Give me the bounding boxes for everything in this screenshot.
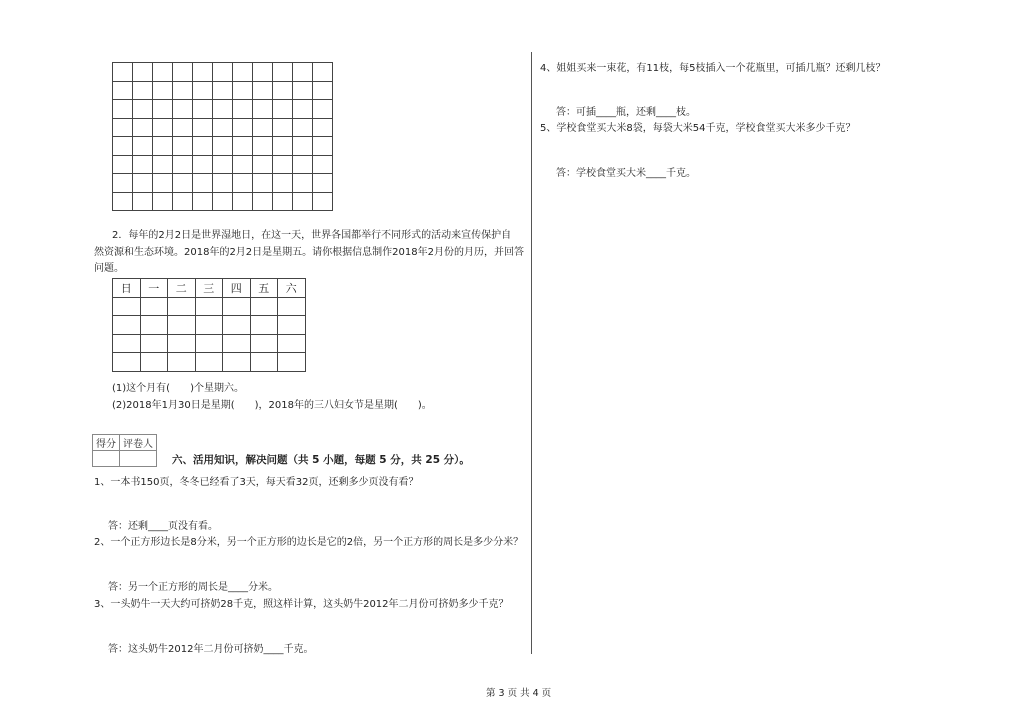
writing-grid-cell[interactable]	[253, 100, 273, 119]
writing-grid-cell[interactable]	[213, 174, 233, 193]
writing-grid-cell[interactable]	[173, 100, 193, 119]
writing-grid-cell[interactable]	[133, 174, 153, 193]
writing-grid-cell[interactable]	[233, 155, 253, 174]
writing-grid-cell[interactable]	[133, 118, 153, 137]
writing-grid-row	[113, 100, 333, 119]
q2-sub2: (2)2018年1月30日是星期( )，2018年的三八妇女节是星期( )。	[112, 400, 432, 411]
problem-1-answer: 答：还剩____页没有看。	[108, 521, 218, 532]
calendar-row	[113, 353, 306, 372]
q2-text-line3: 问题。	[94, 263, 124, 274]
grader-cell[interactable]	[120, 451, 157, 467]
writing-grid-cell[interactable]	[133, 155, 153, 174]
writing-grid-cell[interactable]	[233, 174, 253, 193]
calendar-cell[interactable]	[278, 334, 306, 353]
writing-grid-cell[interactable]	[153, 137, 173, 156]
calendar-cell[interactable]	[278, 353, 306, 372]
calendar-cell[interactable]	[168, 297, 196, 316]
writing-grid-row	[113, 155, 333, 174]
writing-grid-row	[113, 118, 333, 137]
calendar-cell[interactable]	[195, 353, 223, 372]
writing-grid-cell[interactable]	[113, 63, 133, 82]
calendar-cell[interactable]	[140, 316, 168, 335]
writing-grid-cell[interactable]	[113, 81, 133, 100]
calendar-cell[interactable]	[140, 297, 168, 316]
calendar-cell[interactable]	[113, 353, 141, 372]
q2-text-line2: 然资源和生态环境。2018年的2月2日是星期五。请你根据信息制作2018年2月份的月历，并回答	[94, 247, 524, 258]
writing-grid-cell[interactable]	[213, 81, 233, 100]
writing-grid-row	[113, 137, 333, 156]
calendar-row	[113, 334, 306, 353]
writing-grid-cell[interactable]	[113, 137, 133, 156]
writing-grid-cell[interactable]	[293, 192, 313, 211]
weekday-cell: 六	[278, 279, 306, 298]
column-divider	[531, 52, 532, 654]
writing-grid-cell[interactable]	[153, 192, 173, 211]
writing-grid-cell[interactable]	[233, 118, 253, 137]
writing-grid-cell[interactable]	[313, 174, 333, 193]
writing-grid	[112, 62, 333, 211]
calendar-cell[interactable]	[223, 353, 251, 372]
writing-grid-cell[interactable]	[213, 192, 233, 211]
weekday-cell: 日	[113, 279, 141, 298]
writing-grid-cell[interactable]	[113, 155, 133, 174]
writing-grid-cell[interactable]	[253, 63, 273, 82]
writing-grid-cell[interactable]	[273, 100, 293, 119]
writing-grid-cell[interactable]	[193, 137, 213, 156]
calendar-grid	[112, 278, 306, 372]
problem-4-answer: 答：可插____瓶，还剩____枝。	[556, 107, 696, 118]
writing-grid-cell[interactable]	[153, 174, 173, 193]
calendar-cell[interactable]	[113, 316, 141, 335]
writing-grid-cell[interactable]	[133, 137, 153, 156]
problem-4-question: 4、姐姐买来一束花，有11枝，每5枝插入一个花瓶里，可插几瓶？还剩几枝？	[540, 63, 886, 74]
score-cell[interactable]	[93, 451, 120, 467]
writing-grid-cell[interactable]	[273, 81, 293, 100]
writing-grid-cell[interactable]	[173, 118, 193, 137]
writing-grid-cell[interactable]	[193, 155, 213, 174]
writing-grid-cell[interactable]	[173, 81, 193, 100]
writing-grid-cell[interactable]	[293, 137, 313, 156]
writing-grid-cell[interactable]	[313, 100, 333, 119]
writing-grid-cell[interactable]	[113, 100, 133, 119]
writing-grid-cell[interactable]	[273, 137, 293, 156]
writing-grid-cell[interactable]	[193, 81, 213, 100]
writing-grid-cell[interactable]	[213, 137, 233, 156]
writing-grid-cell[interactable]	[273, 63, 293, 82]
calendar-cell[interactable]	[278, 316, 306, 335]
calendar-cell[interactable]	[223, 316, 251, 335]
calendar-cell[interactable]	[278, 297, 306, 316]
calendar-cell[interactable]	[168, 316, 196, 335]
writing-grid-cell[interactable]	[133, 100, 153, 119]
writing-grid-cell[interactable]	[173, 174, 193, 193]
writing-grid-cell[interactable]	[253, 118, 273, 137]
calendar-cell[interactable]	[195, 316, 223, 335]
writing-grid-cell[interactable]	[233, 63, 253, 82]
writing-grid-cell[interactable]	[253, 155, 273, 174]
q2-sub1: (1)这个月有( )个星期六。	[112, 383, 244, 394]
weekday-cell: 三	[195, 279, 223, 298]
writing-grid-cell[interactable]	[213, 100, 233, 119]
weekday-cell: 五	[250, 279, 278, 298]
writing-grid-cell[interactable]	[313, 81, 333, 100]
problem-5-answer: 答：学校食堂买大米____千克。	[556, 168, 696, 179]
writing-grid-cell[interactable]	[173, 192, 193, 211]
calendar-cell[interactable]	[250, 316, 278, 335]
writing-grid-cell[interactable]	[153, 100, 173, 119]
writing-grid-cell[interactable]	[193, 118, 213, 137]
writing-grid-cell[interactable]	[293, 118, 313, 137]
calendar-row	[113, 316, 306, 335]
writing-grid-cell[interactable]	[253, 174, 273, 193]
writing-grid-cell[interactable]	[253, 192, 273, 211]
score-box	[92, 434, 157, 467]
writing-grid-cell[interactable]	[133, 63, 153, 82]
writing-grid-cell[interactable]	[153, 63, 173, 82]
writing-grid-cell[interactable]	[293, 63, 313, 82]
calendar-cell[interactable]	[223, 297, 251, 316]
writing-grid-cell[interactable]	[233, 137, 253, 156]
calendar-cell[interactable]	[113, 334, 141, 353]
writing-grid-cell[interactable]	[293, 81, 313, 100]
calendar-cell[interactable]	[140, 334, 168, 353]
writing-grid-cell[interactable]	[313, 118, 333, 137]
writing-grid-cell[interactable]	[193, 100, 213, 119]
calendar-cell[interactable]	[140, 353, 168, 372]
writing-grid-cell[interactable]	[213, 155, 233, 174]
writing-grid-cell[interactable]	[293, 100, 313, 119]
writing-grid-cell[interactable]	[193, 192, 213, 211]
writing-grid-cell[interactable]	[153, 155, 173, 174]
writing-grid-cell[interactable]	[253, 81, 273, 100]
problem-3-question: 3、一头奶牛一天大约可挤奶28千克，照这样计算，这头奶牛2012年二月份可挤奶多少千克？	[94, 599, 509, 610]
calendar-row	[113, 297, 306, 316]
writing-grid-cell[interactable]	[233, 81, 253, 100]
writing-grid-cell[interactable]	[293, 174, 313, 193]
calendar-cell[interactable]	[223, 334, 251, 353]
writing-grid-cell[interactable]	[233, 100, 253, 119]
calendar-cell[interactable]	[168, 353, 196, 372]
writing-grid-cell[interactable]	[213, 118, 233, 137]
writing-grid-cell[interactable]	[273, 174, 293, 193]
writing-grid-cell[interactable]	[113, 192, 133, 211]
problem-2-answer: 答：另一个正方形的周长是____分米。	[108, 582, 278, 593]
writing-grid-cell[interactable]	[273, 192, 293, 211]
writing-grid-row	[113, 192, 333, 211]
writing-grid-cell[interactable]	[133, 192, 153, 211]
calendar-cell[interactable]	[250, 334, 278, 353]
q2-text-line1: 2．每年的2月2日是世界湿地日，在这一天，世界各国都举行不同形式的活动来宣传保护自	[112, 230, 512, 241]
weekday-cell: 四	[223, 279, 251, 298]
writing-grid-cell[interactable]	[113, 118, 133, 137]
weekday-cell: 一	[140, 279, 168, 298]
writing-grid-cell[interactable]	[113, 174, 133, 193]
page-footer: 第 3 页 共 4 页	[486, 688, 552, 699]
writing-grid-cell[interactable]	[173, 63, 193, 82]
writing-grid-cell[interactable]	[153, 81, 173, 100]
writing-grid-row	[113, 81, 333, 100]
problem-3-answer: 答：这头奶牛2012年二月份可挤奶____千克。	[108, 644, 314, 655]
writing-grid-row	[113, 174, 333, 193]
writing-grid-cell[interactable]	[173, 137, 193, 156]
writing-grid-cell[interactable]	[213, 63, 233, 82]
writing-grid-cell[interactable]	[293, 155, 313, 174]
writing-grid-cell[interactable]	[253, 137, 273, 156]
writing-grid-row	[113, 63, 333, 82]
problem-1-question: 1、一本书150页，冬冬已经看了3天，每天看32页，还剩多少页没有看？	[94, 477, 419, 488]
section6-title: 六、活用知识，解决问题（共 5 小题，每题 5 分，共 25 分）。	[172, 454, 470, 466]
writing-grid-cell[interactable]	[133, 81, 153, 100]
writing-grid-cell[interactable]	[193, 174, 213, 193]
score-label: 得分	[93, 435, 120, 451]
writing-grid-cell[interactable]	[313, 137, 333, 156]
calendar-header-row	[113, 279, 306, 298]
writing-grid-cell[interactable]	[233, 192, 253, 211]
writing-grid-cell[interactable]	[193, 63, 213, 82]
writing-grid-cell[interactable]	[273, 155, 293, 174]
problem-2-question: 2、一个正方形边长是8分米，另一个正方形的边长是它的2倍，另一个正方形的周长是多少分米？	[94, 537, 524, 548]
calendar-cell[interactable]	[250, 297, 278, 316]
weekday-cell: 二	[168, 279, 196, 298]
calendar-cell[interactable]	[250, 353, 278, 372]
problem-5-question: 5、学校食堂买大米8袋，每袋大米54千克，学校食堂买大米多少千克？	[540, 123, 856, 134]
calendar-cell[interactable]	[195, 297, 223, 316]
writing-grid-cell[interactable]	[313, 63, 333, 82]
writing-grid-cell[interactable]	[153, 118, 173, 137]
grader-label: 评卷人	[120, 435, 157, 451]
calendar-cell[interactable]	[195, 334, 223, 353]
calendar-cell[interactable]	[168, 334, 196, 353]
calendar-cell[interactable]	[113, 297, 141, 316]
writing-grid-cell[interactable]	[313, 192, 333, 211]
writing-grid-cell[interactable]	[313, 155, 333, 174]
writing-grid-cell[interactable]	[273, 118, 293, 137]
writing-grid-cell[interactable]	[173, 155, 193, 174]
